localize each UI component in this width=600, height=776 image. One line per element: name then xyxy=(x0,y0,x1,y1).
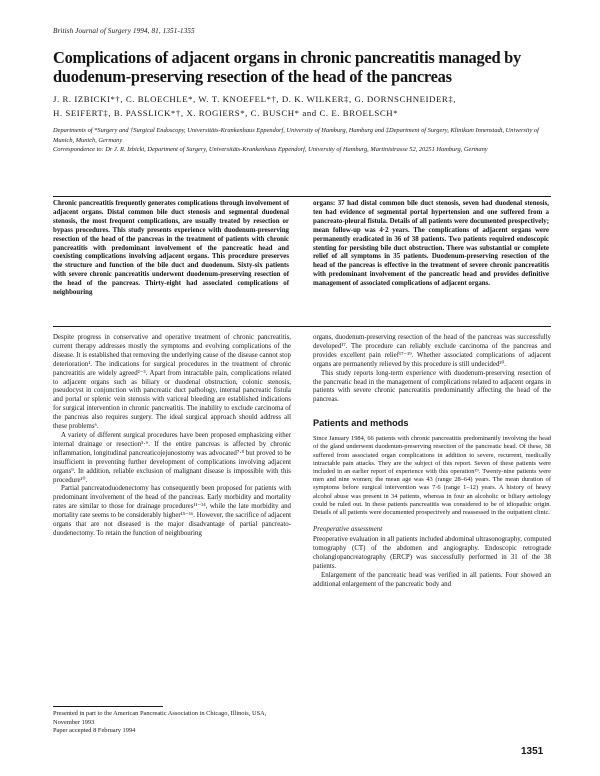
correspondence-label: Correspondence to: xyxy=(53,146,104,154)
article-title: Complications of adjacent organs in chronic pancreatitis managed by duodenum-preserving resection of the head of the pancreas xyxy=(53,48,521,86)
correspondence-address: Dr J. R. Izbicki, Department of Surgery, Universitäts-Krankenhaus Eppendorf, University of Hamburg, Martinistrasse 52, 20251 Hamburg, Germany xyxy=(105,146,488,154)
abstract-bottom-rule xyxy=(53,326,551,327)
journal-citation: British Journal of Surgery 1994, 81, 1351-1355 xyxy=(53,27,195,35)
affiliations: Departments of *Surgery and †Surgical Endoscopy, Universitäts-Krankenhaus Eppendorf, University of Hamburg, Hamburg and ‡Department of Surgery, Klinikum Innenstadt, University of Munich, Munich, Germany xyxy=(53,127,539,144)
abstract-text-right: organs: 37 had distal common bile duct stenosis, seven had duodenal stenosis, ten had evidence of segmental portal hypertension and one suffered from a pancreato-pleural fistula. Details of all patients were documented prospectively; mean follow-up was 4·2 years. The complications of adjacent organs were permanently eradicated in 36 of 38 patients. Two patients required endoscopic stenting for persisting bile duct obstruction. There was substantial or complete relief of all symptoms in 35 patients. Duodenum-preserving resection of the head of the pancreas is effective in the treatment of severe chronic pancreatitis with predominant involvement of the pancreatic head and provides definitive management of associated complications of adjacent organs. xyxy=(313,200,549,288)
preoperative-heading: Preoperative assessment xyxy=(313,525,383,534)
author-list xyxy=(53,92,553,120)
abstract-top-rule xyxy=(53,196,551,197)
body-left-column xyxy=(53,334,291,539)
intro-paragraph-2: A variety of different surgical procedures have been proposed emphasizing either internal drainage or resection⁵·⁶. If the entire pancreas is affected by chronic inflammation, longitudinal pancreaticojejunostomy was advocated⁷·⁸ but proved to be insufficient in preventing further development of complications involving adjacent organs⁹. In addition, reliable exclusion of malignant disease is impossible with this procedure¹⁰. xyxy=(53,431,291,484)
footnote-accepted: Paper accepted 8 February 1994 xyxy=(53,727,136,735)
body-right-column xyxy=(313,334,551,590)
methods-heading: Patients and methods xyxy=(313,418,409,429)
abstract-right-column xyxy=(313,200,549,289)
footnote xyxy=(53,710,293,736)
intro-paragraph-4: organs, duodenum-preserving resection of the head of the pancreas was successfully developed¹⁷. The procedure can reliably exclude carcinoma of the pancreas and provides excellent pain relief¹⁷⁻¹⁹. Whether associated complications of adjacent organs are permanently relieved by this procedure is still undecided²⁰. xyxy=(313,334,551,368)
preoperative-paragraph-2: Enlargement of the pancreatic head was verified in all patients. Four showed an additional enlargement of the pancreatic body and xyxy=(313,571,551,588)
abstract-left-column xyxy=(53,200,289,298)
affiliations-block xyxy=(53,126,553,155)
methods-paragraph: Since January 1984, 66 patients with chronic pancreatitis predominantly involving the head of the gland underwent duodenum-preserving resection of the pancreatic head. Of these, 38 suffered from associated organ complications in addition to severe, recurrent, medically intractable pain attacks. They are the subject of this report. Seven of these patients were included in an earlier report of experience with this operation¹⁹. Twenty-nine patients were men and nine women; the mean age was 43 (range 28–64) years. The mean duration of symptoms before surgical intervention was 7·6 (range 1–12) years. A history of heavy alcohol abuse was present in 34 patients, whereas in four an alcoholic or biliary aetiology could be ruled out. In these patients pancreatitis was considered to be of idiopathic origin. Details of all patients were documented prospectively and reassessed in the outpatient clinic. xyxy=(313,435,551,516)
abstract-text-left: Chronic pancreatitis frequently generates complications through involvement of adjacent organs. Distal common bile duct stenosis and segmental duodenal stenosis, the most frequent complications, are usually treated by resection or bypass procedures. This study presents experience with duodenum-preserving resection of the head of the pancreas in the treatment of patients with chronic pancreatitis with predominant involvement of the pancreatic head and coexisting complications involving adjacent organs. This procedure preserves the structure and function of the bile duct and duodenum. Sixty-six patients with severe chronic pancreatitis underwent duodenum-preserving resection of the head of the pancreas. Thirty-eight had associated complications of neighbouring xyxy=(53,200,289,297)
page-number: 1351 xyxy=(521,746,544,757)
footnote-presented: Presented in part to the American Pancreatic Association in Chicago, Illinois, USA, November 1993 xyxy=(53,710,267,726)
intro-paragraph-5: This study reports long-term experience with duodenum-preserving resection of the pancreatic head in the management of complications related to adjacent organs in patients with severe chronic pancreatitis predominantly affecting the head of the pancreas. xyxy=(313,369,551,404)
authors-line-2: H. SEIFERT‡, B. PASSLICK*†, X. ROGIERS*, C. BUSCH* and C. E. BROELSCH* xyxy=(53,108,399,118)
authors-line-1: J. R. IZBICKI*†, C. BLOECHLE*, W. T. KNOEFEL*†, D. K. WILKER‡, G. DORNSCHNEIDER‡, xyxy=(53,94,457,104)
preoperative-paragraph-1: Preoperative evaluation in all patients included abdominal ultrasonography, computed tomography (CT) of the abdomen and angiography. Endoscopic retrograde cholangiopancreatography (ERCP) was successfully performed in 31 of the 38 patients. xyxy=(313,536,551,570)
intro-paragraph-3: Partial pancreatoduodenectomy has consequently been proposed for patients with predominant involvement of the head of the pancreas. Early morbidity and mortality rates are similar to those for drainage procedures¹¹⁻¹⁴, while the late morbidity and mortality rate seems to be considerably higher¹⁵⁻¹⁶. However, the sacrifice of adjacent organs that are not diseased is the major disadvantage of partial pancreato-duodenectomy. To retain the function of neighbouring xyxy=(53,485,291,537)
footnote-rule xyxy=(53,706,163,707)
intro-paragraph-1: Despite progress in conservative and operative treatment of chronic pancreatitis, current therapy addresses mostly the symptoms and evolving complications of the disease. It is established that removing the underlying cause of the disease cannot stop deterioration¹. The indications for surgical procedures in the treatment of chronic pancreatitis are widely agreed²⁻⁵. Apart from intractable pain, complications related to adjacent organs such as biliary or duodenal obstruction, colonic stenosis, pseudocyst in conjunction with pancreatic duct pathology, internal pancreatic fistula and portal or splenic vein stenosis with variceal bleeding are established indications for surgical intervention in chronic pancreatitis. The inability to exclude carcinoma of the pancreas also requires surgery. The ideal surgical approach should address all these problems⁶. xyxy=(53,334,291,431)
